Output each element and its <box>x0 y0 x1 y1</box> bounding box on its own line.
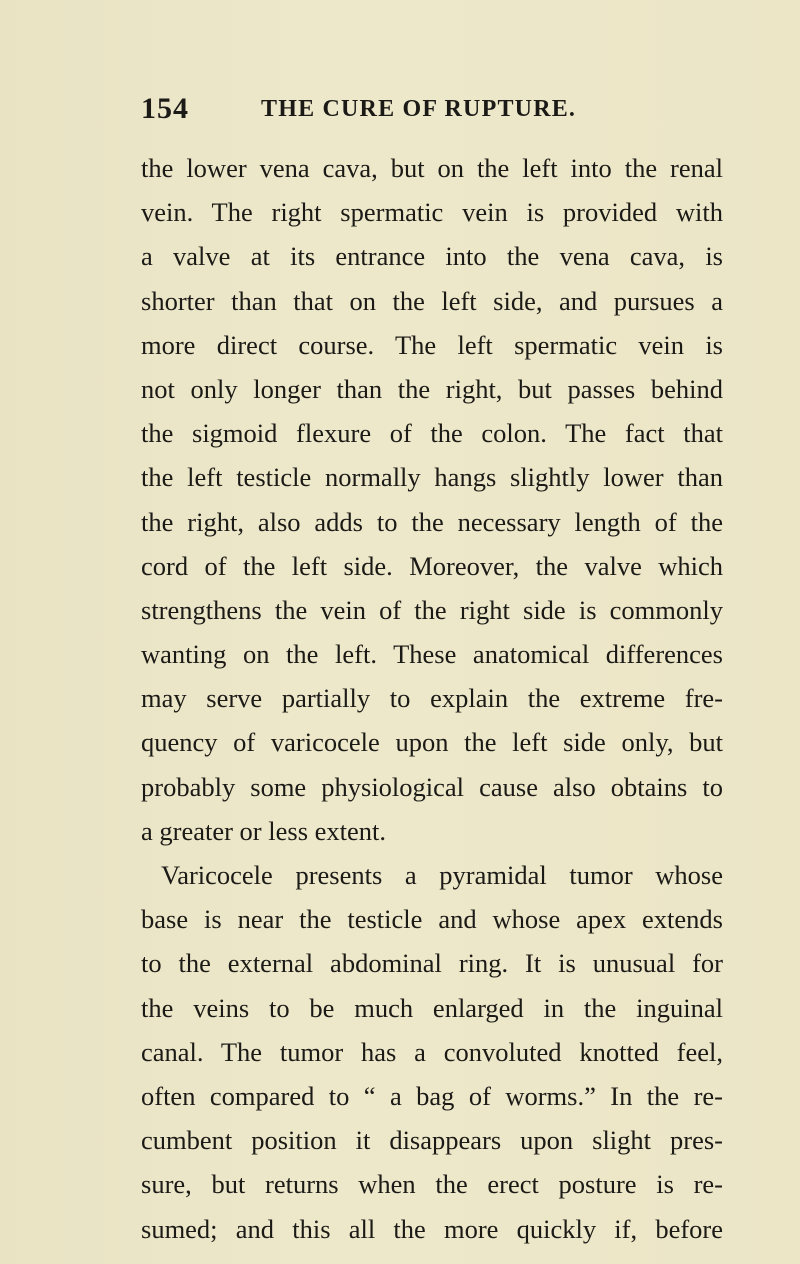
text-line: strengthens the vein of the right side is commonly <box>141 594 723 625</box>
text-line: not only longer than the right, but passes behind <box>141 373 723 404</box>
text-line: the left testicle normally hangs slightly lower than <box>141 462 723 493</box>
paragraph-start-line: Varicocele presents a pyramidal tumor whose <box>161 860 723 890</box>
page-number: 154 <box>141 92 189 125</box>
text-line: may serve partially to explain the extreme fre- <box>141 683 723 714</box>
text-line: often compared to “ a bag of worms.” In the re- <box>141 1080 723 1111</box>
text-line: shorter than that on the left side, and pursues a <box>141 285 723 316</box>
text-line: sure, but returns when the erect posture is re- <box>141 1169 723 1200</box>
text-line: the sigmoid flexure of the colon. The fact that <box>141 418 723 449</box>
text-line: cumbent position it disappears upon slight pres- <box>141 1125 723 1156</box>
text-line: to the external abdominal ring. It is unusual for <box>141 948 723 979</box>
text-line: canal. The tumor has a convoluted knotted feel, <box>141 1036 723 1067</box>
running-head <box>141 92 721 132</box>
text-line: cord of the left side. Moreover, the valve which <box>141 550 723 581</box>
text-line: the lower vena cava, but on the left into the renal <box>141 153 723 183</box>
text-line: vein. The right spermatic vein is provided with <box>141 197 723 228</box>
text-line: probably some physiological cause also obtains to <box>141 771 723 802</box>
text-line: wanting on the left. These anatomical differences <box>141 639 723 670</box>
text-line: quency of varicocele upon the left side only, but <box>141 727 723 758</box>
paragraph-end-line: a greater or less extent. <box>141 815 387 846</box>
body-text <box>141 146 723 1251</box>
text-line: the right, also adds to the necessary length of the <box>141 506 723 537</box>
text-line: base is near the testicle and whose apex extends <box>141 904 723 935</box>
running-title: THE CURE OF RUPTURE. <box>261 96 577 122</box>
text-line: the veins to be much enlarged in the inguinal <box>141 992 723 1023</box>
text-line: a valve at its entrance into the vena cava, is <box>141 241 723 272</box>
text-line: sumed; and this all the more quickly if, before <box>141 1213 723 1244</box>
text-line: more direct course. The left spermatic vein is <box>141 329 723 360</box>
